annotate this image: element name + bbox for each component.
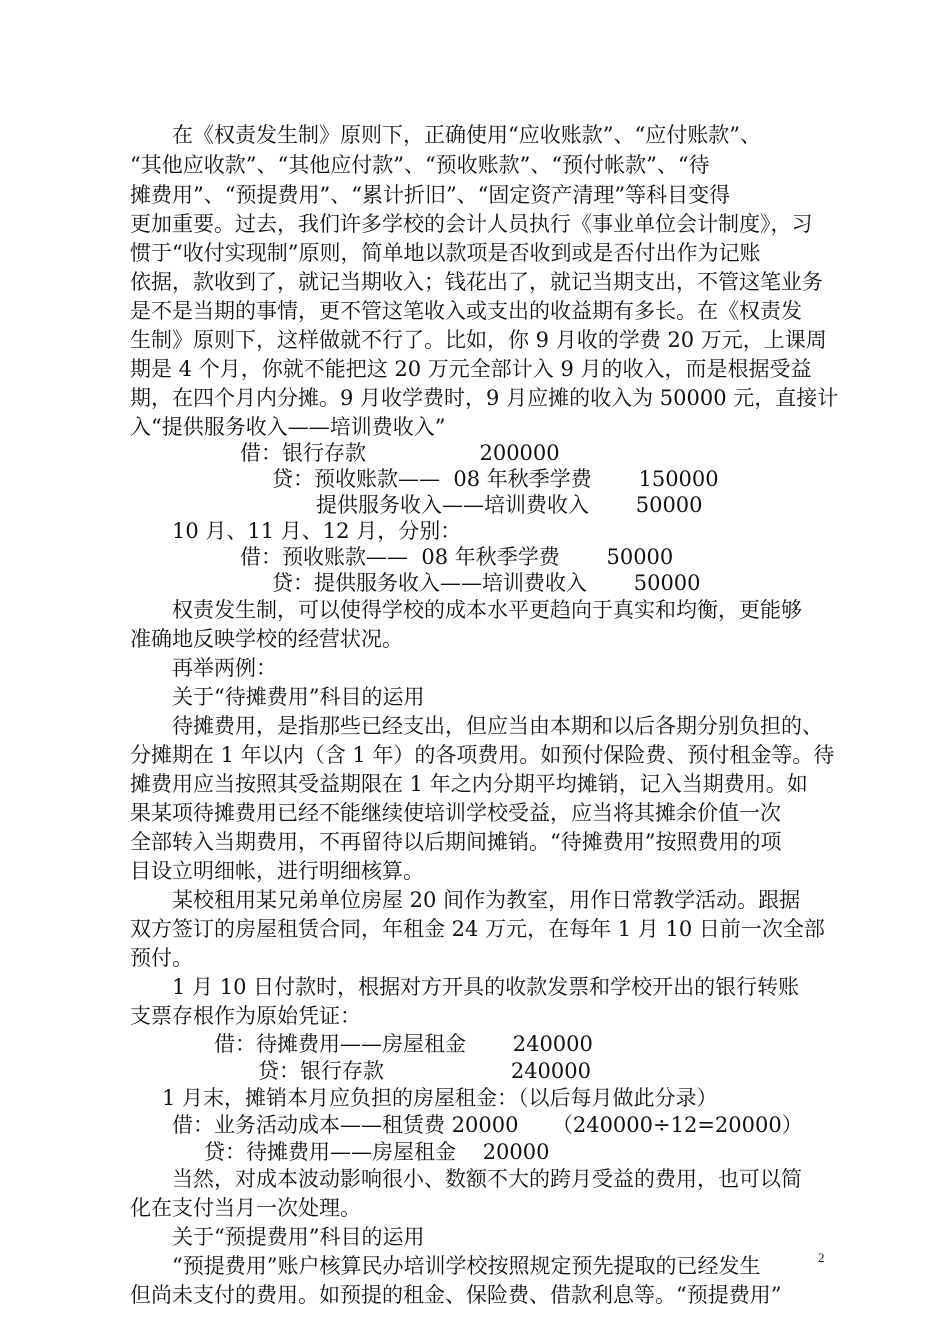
text-line: 期是 4 个月，你就不能把这 20 万元全部计入 9 月的收入，而是根据受益	[130, 357, 812, 381]
text-line: 生制》原则下，这样做就不行了。比如，你 9 月收的学费 20 万元，上课周	[130, 328, 827, 352]
section-heading: 关于“预提费用”科目的运用	[172, 1225, 425, 1249]
text-line: 双方签订的房屋租赁合同，年租金 24 万元，在每年 1 月 10 日前一次全部	[130, 917, 825, 941]
journal-entry-line: 贷：银行存款 240000	[258, 1059, 591, 1083]
text-line: 待摊费用，是指那些已经支出，但应当由本期和以后各期分别负担的、	[172, 714, 823, 738]
text-line: 目设立明细帐，进行明细核算。	[130, 859, 424, 883]
text-line: 果某项待摊费用已经不能继续使培训学校受益，应当将其摊余价值一次	[130, 801, 781, 825]
text-line: 在《权责发生制》原则下，正确使用“应收账款”、“应付账款”、	[172, 123, 761, 147]
text-line: 全部转入当期费用，不再留待以后期间摊销。“待摊费用”按照费用的项	[130, 830, 782, 854]
text-line: 但尚未支付的费用。如预提的租金、保险费、借款利息等。“预提费用”	[130, 1283, 782, 1307]
text-line: 摊费用应当按照其受益期限在 1 年之内分期平均摊销，记入当期费用。如	[130, 772, 808, 796]
text-line: 是不是当期的事情，更不管这笔收入或支出的收益期有多长。在《权责发	[130, 299, 802, 323]
journal-entry-line: 贷：预收账款—— 08 年秋季学费 150000	[272, 467, 719, 491]
journal-entry-line: 借：银行存款 200000	[240, 441, 560, 465]
journal-entry-line: 借：预收账款—— 08 年秋季学费 50000	[240, 545, 674, 569]
text-line: 入“提供服务收入——培训费收入”	[130, 415, 446, 439]
journal-entry-line: 借：业务活动成本——租赁费 20000 （240000÷12=20000）	[172, 1113, 803, 1137]
text-line: 依据，款收到了，就记当期收入；钱花出了，就记当期支出，不管这笔业务	[130, 270, 823, 294]
text-line: “预提费用”账户核算民办培训学校按照规定预先提取的已经发生	[172, 1254, 761, 1278]
text-line: 期，在四个月内分摊。9 月收学费时，9 月应摊的收入为 50000 元，直接计	[130, 386, 839, 410]
text-line: 摊费用”、“预提费用”、“累计折旧”、“固定资产清理”等科目变得	[130, 183, 731, 207]
text-line: 支票存根作为原始凭证：	[130, 1004, 361, 1028]
journal-entry-line: 提供服务收入——培训费收入 50000	[316, 493, 703, 517]
text-line: 化在支付当月一次处理。	[130, 1196, 361, 1220]
text-line: “其他应收款”、“其他应付款”、“预收账款”、“预付帐款”、“待	[130, 153, 710, 177]
text-line: 更加重要。过去，我们许多学校的会计人员执行《事业单位会计制度》，习	[130, 212, 813, 236]
journal-entry-line: 借：待摊费用——房屋租金 240000	[214, 1032, 593, 1056]
text-line: 权责发生制，可以使得学校的成本水平更趋向于真实和均衡，更能够	[172, 598, 802, 622]
page-number: 2	[818, 1250, 825, 1265]
text-line: 1 月 10 日付款时，根据对方开具的收款发票和学校开出的银行转账	[172, 975, 800, 999]
text-line: 准确地反映学校的经营状况。	[130, 627, 403, 651]
text-line: 当然，对成本波动影响很小、数额不大的跨月受益的费用，也可以简	[172, 1167, 802, 1191]
text-line: 某校租用某兄弟单位房屋 20 间作为教室，用作日常教学活动。跟据	[172, 888, 801, 912]
journal-entry-line: 贷：提供服务收入——培训费收入 50000	[272, 571, 701, 595]
text-line: 1 月末，摊销本月应负担的房屋租金：（以后每月做此分录）	[162, 1086, 718, 1110]
text-line: 再举两例：	[172, 656, 277, 680]
text-line: 惯于“收付实现制”原则，简单地以款项是否收到或是否付出作为记账	[130, 241, 761, 265]
section-heading: 关于“待摊费用”科目的运用	[172, 685, 425, 709]
text-line: 10 月、11 月、12 月，分别：	[172, 519, 462, 543]
text-line: 分摊期在 1 年以内（含 1 年）的各项费用。如预付保险费、预付租金等。待	[130, 743, 835, 767]
journal-entry-line: 贷：待摊费用——房屋租金 20000	[204, 1140, 550, 1164]
text-line: 预付。	[130, 946, 193, 970]
